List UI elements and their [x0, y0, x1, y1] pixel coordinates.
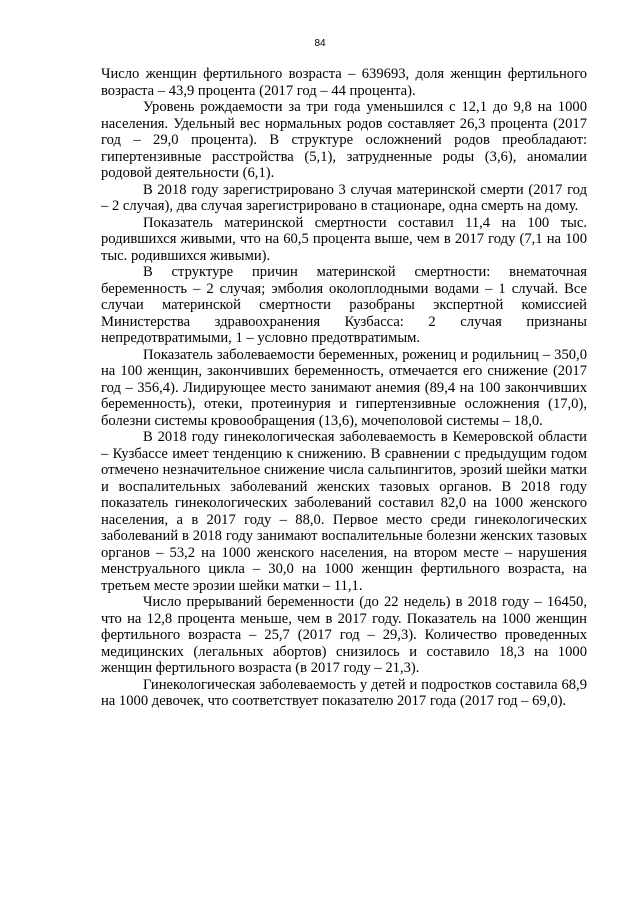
page-number: 84 [314, 38, 326, 49]
paragraph-pregnancy-morbidity: Показатель заболеваемости беременных, рожениц и родильниц – 350,0 на 100 женщин, закончивших беременность, отмечается его снижение (2017 год – 356,4). Лидирующее место занимают анемия (89,4 на 100 закончивших беременность), отеки, протеинурия и гипертензивные осложнения (17,0), болезни системы кровообращения (13,6), мочеполовой системы – 18,0. [101, 346, 587, 429]
paragraph-gynecological-morbidity: В 2018 году гинекологическая заболеваемость в Кемеровской области – Кузбассе имеет тенденцию к снижению. В сравнении с предыдущим годом отмечено незначительное снижение числа сальпингитов, эрозий шейки матки и воспалительных заболеваний женских тазовых органов. В 2018 году показатель гинекологических заболеваний составил 82,0 на 1000 женского населения, а в 2017 году – 88,0. Первое место среди гинекологических заболеваний в 2018 году занимают воспалительные болезни женских тазовых органов – 53,2 на 1000 женского населения, на втором месте – нарушения менструального цикла – 30,0 на 1000 женщин фертильного возраста, на третьем месте эрозии шейки матки – 11,1. [101, 429, 587, 594]
paragraph-fertile-women: Число женщин фертильного возраста – 639693, доля женщин фертильного возраста – 43,9 процента (2017 год – 44 процента). [101, 66, 587, 99]
paragraph-maternal-deaths: В 2018 году зарегистрировано 3 случая материнской смерти (2017 год – 2 случая), два случая зарегистрировано в стационаре, одна смерть на дому. [101, 181, 587, 214]
paragraph-birth-rate: Уровень рождаемости за три года уменьшился с 12,1 до 9,8 на 1000 населения. Удельный вес нормальных родов составляет 26,3 процента (2017 год – 29,0 процента). В структуре осложнений родов преобладают: гипертензивные расстройства (5,1), затрудненные роды (3,6), аномалии родовой деятельности (6,1). [101, 99, 587, 181]
document-body [101, 66, 587, 710]
paragraph-children-gynecology: Гинекологическая заболеваемость у детей и подростков составила 68,9 на 1000 девочек, что соответствует показателю 2017 года (2017 год – 69,0). [101, 676, 587, 709]
paragraph-maternal-mortality-rate: Показатель материнской смертности составил 11,4 на 100 тыс. родившихся живыми, что на 60,5 процента выше, чем в 2017 году (7,1 на 100 тыс. родившихся живыми). [101, 214, 587, 264]
paragraph-abortions: Число прерываний беременности (до 22 недель) в 2018 году – 16450, что на 12,8 процента меньше, чем в 2017 году. Показатель на 1000 женщин фертильного возраста – 25,7 (2017 год – 29,3). Количество проведенных медицинских (легальных абортов) снизилось и составило 18,3 на 1000 женщин фертильного возраста (в 2017 году – 21,3). [101, 594, 587, 676]
paragraph-mortality-causes: В структуре причин материнской смертности: внематочная беременность – 2 случая; эмболия околоплодными водами – 1 случай. Все случаи материнской смертности разобраны экспертной комиссией Министерства здравоохранения Кузбасса: 2 случая признаны непредотвратимыми, 1 – условно предотвратимым. [101, 264, 587, 346]
